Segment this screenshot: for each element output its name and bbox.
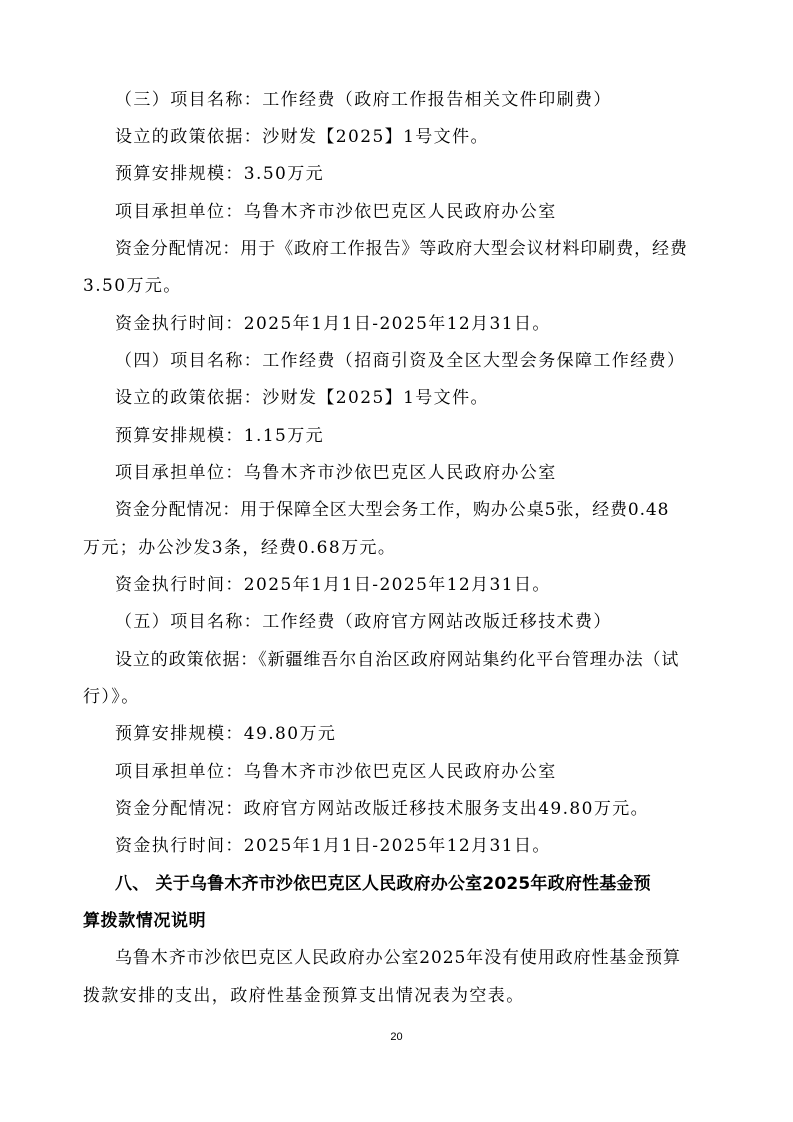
section-5-fund-allocation: 资金分配情况：政府官方网站改版迁移技术服务支出49.80万元。 [115, 799, 650, 819]
section-4-budget-scale: 预算安排规模：1.15万元 [115, 426, 325, 446]
section-3-policy-basis: 设立的政策依据：沙财发【2025】1号文件。 [115, 127, 489, 147]
section-4-execution-time: 资金执行时间：2025年1月1日-2025年12月31日。 [115, 575, 551, 595]
section-3-title: （三）项目名称：工作经费（政府工作报告相关文件印刷费） [115, 90, 612, 110]
section-3-budget-scale: 预算安排规模：3.50万元 [115, 164, 325, 184]
section-3-execution-time: 资金执行时间：2025年1月1日-2025年12月31日。 [115, 314, 551, 334]
section-4-responsible-unit: 项目承担单位：乌鲁木齐市沙依巴克区人民政府办公室 [115, 463, 557, 483]
section-4-fund-allocation-cont: 万元；办公沙发3条，经费0.68万元。 [83, 538, 397, 558]
section-5-responsible-unit: 项目承担单位：乌鲁木齐市沙依巴克区人民政府办公室 [115, 762, 557, 782]
section-8-heading: 八、 关于乌鲁木齐市沙依巴克区人民政府办公室2025年政府性基金预 [115, 874, 651, 894]
section-5-title: （五）项目名称：工作经费（政府官方网站改版迁移技术费） [115, 612, 612, 632]
section-8-heading-cont: 算拨款情况说明 [83, 911, 207, 931]
section-3-responsible-unit: 项目承担单位：乌鲁木齐市沙依巴克区人民政府办公室 [115, 202, 557, 222]
section-5-policy-basis-cont: 行）》。 [83, 687, 140, 707]
section-8-body-cont: 拨款安排的支出，政府性基金预算支出情况表为空表。 [83, 986, 525, 1006]
section-3-fund-allocation-cont: 3.50万元。 [83, 276, 182, 296]
section-5-policy-basis: 设立的政策依据：《新疆维吾尔自治区政府网站集约化平台管理办法（试 [115, 650, 680, 670]
section-3-fund-allocation: 资金分配情况：用于《政府工作报告》等政府大型会议材料印刷费，经费 [115, 239, 688, 259]
section-8-body: 乌鲁木齐市沙依巴克区人民政府办公室2025年没有使用政府性基金预算 [115, 948, 681, 968]
page-number: 20 [390, 1031, 403, 1043]
section-5-execution-time: 资金执行时间：2025年1月1日-2025年12月31日。 [115, 836, 551, 856]
section-4-title: （四）项目名称：工作经费（招商引资及全区大型会务保障工作经费） [115, 351, 686, 371]
section-4-policy-basis: 设立的政策依据：沙财发【2025】1号文件。 [115, 388, 489, 408]
section-5-budget-scale: 预算安排规模：49.80万元 [115, 724, 337, 744]
section-4-fund-allocation: 资金分配情况：用于保障全区大型会务工作，购办公桌5张，经费0.48 [115, 500, 670, 520]
